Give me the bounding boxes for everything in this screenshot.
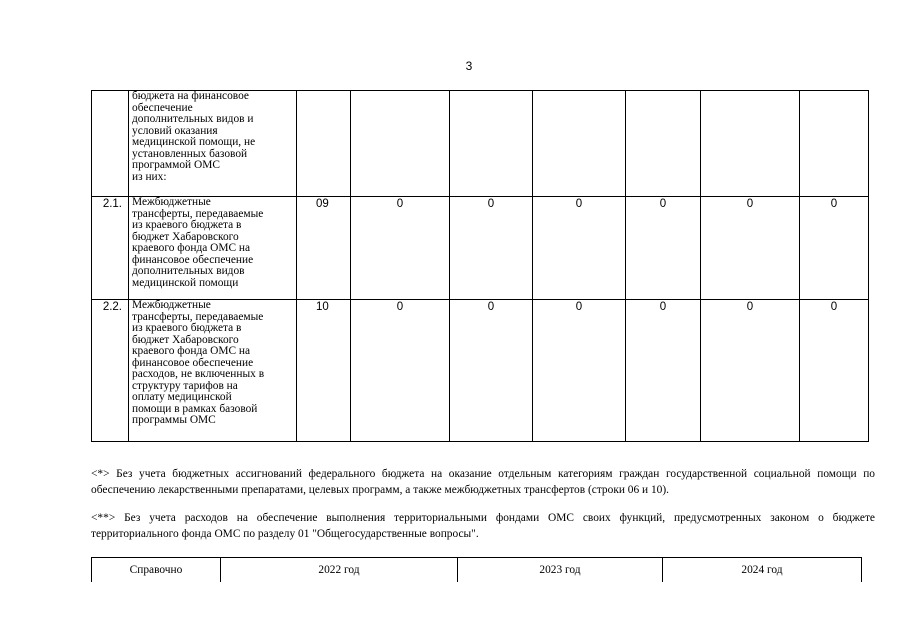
value-cell: 0 <box>626 197 701 300</box>
reference-header-year: 2022 год <box>221 558 458 583</box>
value-cell: 0 <box>800 197 869 300</box>
description-line: обеспечение <box>132 101 193 114</box>
table-row <box>92 300 869 442</box>
value-cell: 0 <box>450 300 533 442</box>
reference-table <box>91 557 862 582</box>
row-code: 09 <box>297 197 351 300</box>
value-cell: 0 <box>450 197 533 300</box>
description-line: трансферты, передаваемые <box>132 207 264 220</box>
row-index: 2.2. <box>92 300 129 442</box>
description-line: помощи в рамках базовой <box>132 402 258 415</box>
table-row <box>92 91 869 197</box>
description-line: программой ОМС <box>132 159 220 171</box>
reference-header-label: Справочно <box>92 558 221 583</box>
description-line: медицинской помощи <box>132 276 239 289</box>
description-line: оплату медицинской <box>132 391 232 403</box>
value-cell: 0 <box>800 300 869 442</box>
footnote-1: <*> Без учета бюджетных ассигнований федерального бюджета на оказание отдельным категориям граждан государственной социальной помощи по обеспечению лекарственными препаратами, целевых программ, а также межбюджетных трансфертов (строки 06 и 10). <box>91 468 875 496</box>
reference-header-year: 2024 год <box>663 558 862 583</box>
financing-table <box>91 90 869 442</box>
description-line: финансовое обеспечение <box>132 356 254 369</box>
row-description <box>129 197 297 300</box>
value-cell <box>533 91 626 197</box>
value-cell: 0 <box>351 300 450 442</box>
description-line: из краевого бюджета в <box>132 322 242 334</box>
value-cell <box>800 91 869 197</box>
description-line: медицинской помощи, не <box>132 136 256 148</box>
description-line: бюджет Хабаровского <box>132 230 239 243</box>
description-line: условий оказания <box>132 124 218 137</box>
description-line: краевого фонда ОМС на <box>132 345 251 357</box>
page-number: 3 <box>465 59 473 73</box>
value-cell: 0 <box>351 197 450 300</box>
description-line: финансовое обеспечение <box>132 253 254 266</box>
description-line: Межбюджетные <box>132 196 211 208</box>
value-cell: 0 <box>626 300 701 442</box>
description-line: дополнительных видов и <box>132 113 254 125</box>
row-index: 2.1. <box>92 197 129 300</box>
value-cell <box>626 91 701 197</box>
description-line: краевого фонда ОМС на <box>132 242 251 254</box>
footnote-2: <**> Без учета расходов на обеспечение выполнения территориальными фондами ОМС своих функций, предусмотренных законом о бюджете территориального фонда ОМС по разделу 01 "Общегосударственные вопросы". <box>91 512 875 540</box>
reference-header-row <box>92 558 862 583</box>
value-cell <box>701 91 800 197</box>
reference-header-year: 2023 год <box>458 558 663 583</box>
description-line: из них: <box>132 170 167 183</box>
row-code: 10 <box>297 300 351 442</box>
row-code <box>297 91 351 197</box>
value-cell: 0 <box>701 197 800 300</box>
description-line: программы ОМС <box>132 414 216 426</box>
value-cell: 0 <box>701 300 800 442</box>
description-line: дополнительных видов <box>132 265 245 277</box>
table-row <box>92 197 869 300</box>
row-description <box>129 300 297 442</box>
value-cell <box>450 91 533 197</box>
description-line: трансферты, передаваемые <box>132 310 264 323</box>
description-line: из краевого бюджета в <box>132 219 242 231</box>
description-line: Межбюджетные <box>132 299 211 311</box>
value-cell: 0 <box>533 197 626 300</box>
row-index <box>92 91 129 197</box>
description-line: бюджет Хабаровского <box>132 333 239 346</box>
value-cell: 0 <box>533 300 626 442</box>
description-line: расходов, не включенных в <box>132 368 265 380</box>
row-description <box>129 91 297 197</box>
value-cell <box>351 91 450 197</box>
description-line: структуру тарифов на <box>132 379 238 392</box>
description-line: установленных базовой <box>132 147 248 160</box>
description-line: бюджета на финансовое <box>132 90 249 102</box>
